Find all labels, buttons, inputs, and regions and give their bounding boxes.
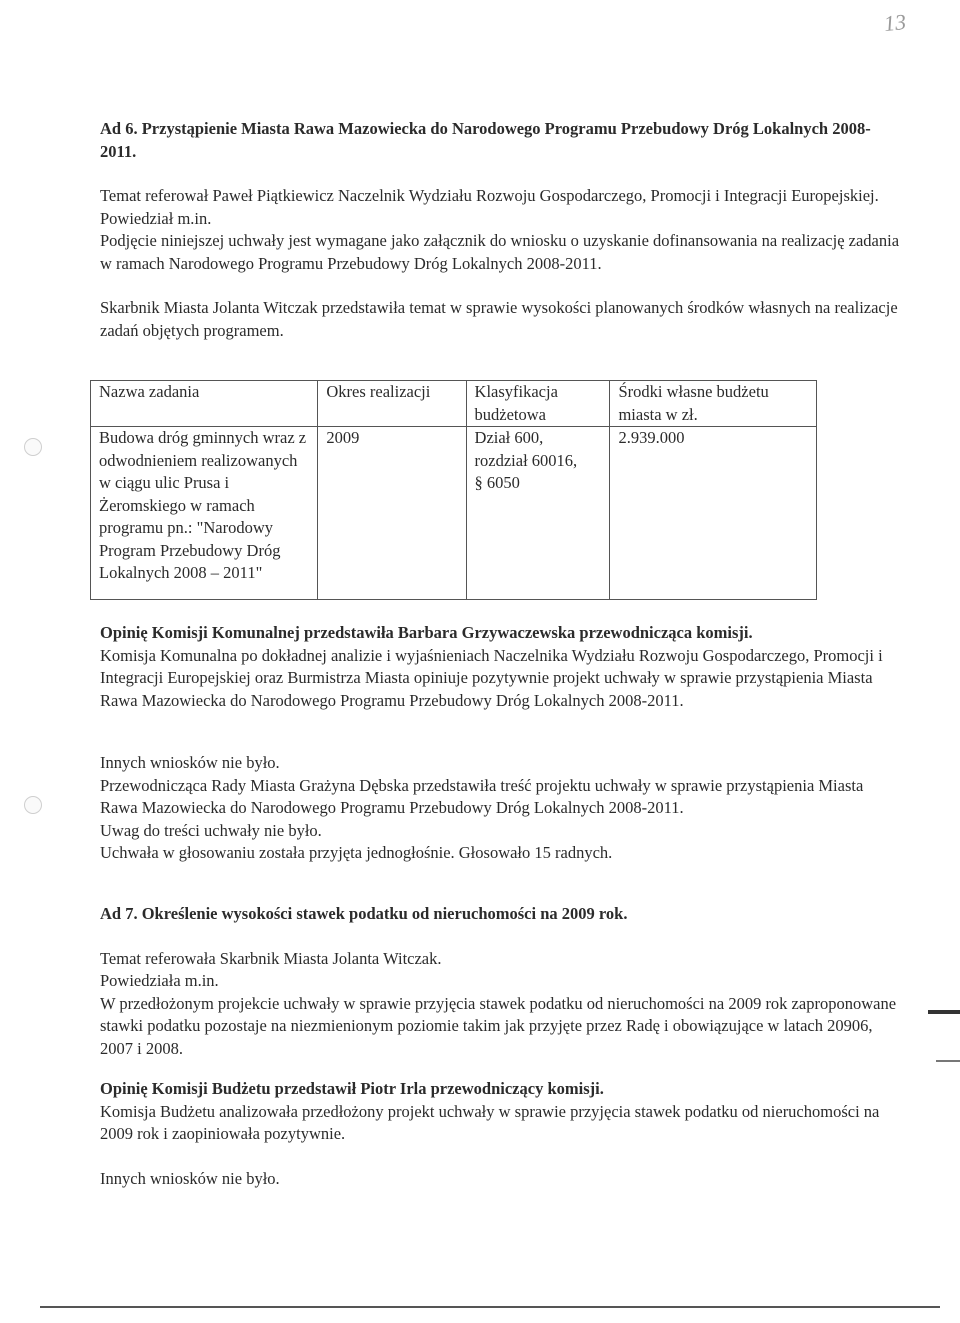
paragraph: Skarbnik Miasta Jolanta Witczak przedstawiła temat w sprawie wysokości planowanych środków własnych na realizacje zadań objętych programem.: [100, 298, 898, 340]
table-header-cell: Okres realizacji: [318, 381, 466, 427]
paragraph: Powiedziała m.in.: [100, 971, 219, 990]
classification-line: Dział 600,: [474, 428, 544, 447]
scan-edge-mark: [928, 1010, 960, 1014]
paragraph: Temat referowała Skarbnik Miasta Jolanta Witczak.: [100, 948, 442, 968]
section-heading: Ad 6. Przystąpienie Miasta Rawa Mazowiecka do Narodowego Programu Przebudowy Dróg Lokalnych 2008-2011.: [100, 119, 871, 161]
budget-table: [90, 380, 817, 600]
classification-cell: [466, 427, 610, 600]
scan-edge-mark: [936, 1060, 960, 1062]
section-heading: Ad 7. Określenie wysokości stawek podatku od nieruchomości na 2009 rok.: [100, 904, 628, 923]
paragraph: Powiedział m.in.: [100, 208, 212, 228]
punch-hole-bottom: [24, 796, 42, 814]
period-cell: 2009: [318, 427, 466, 600]
section-ad6: [100, 118, 900, 342]
scan-bottom-line: [40, 1306, 940, 1308]
classification-line: rozdział 60016,: [474, 450, 578, 470]
table-row: [91, 427, 817, 600]
task-name-cell: Budowa dróg gminnych wraz z odwodnieniem realizowanych w ciągu ulic Prusa i Żeromskiego w ramach programu pn.: "Narodowy Program Przebudowy Dróg Lokalnych 2008 – 2011": [91, 427, 318, 600]
paragraph: Przewodnicząca Rady Miasta Grażyna Dębska przedstawiła treść projektu uchwały w sprawie przystąpienia Miasta Rawa Mazowiecka do Narodowego Programu Przebudowy Dróg Lokalnych 2008-2011.: [100, 775, 864, 817]
table-header-cell: Klasyfikacja budżetowa: [466, 381, 610, 427]
table-header-row: [91, 381, 817, 427]
punch-hole-top: [24, 438, 42, 456]
paragraph: Podjęcie niniejszej uchwały jest wymagane jako załącznik do wniosku o uzyskanie dofinansowania na realizację zadania w ramach Narodowego Programu Przebudowy Dróg Lokalnych 2008-2011.: [100, 231, 900, 273]
table-header-cell: Nazwa zadania: [91, 381, 318, 427]
section-heading: Opinię Komisji Komunalnej przedstawiła Barbara Grzywaczewska przewodnicząca komisji.: [100, 623, 753, 642]
classification-line: § 6050: [474, 473, 520, 492]
paragraph: Komisja Komunalna po dokładnej analizie i wyjaśnieniach Naczelnika Wydziału Rozwoju Gospodarczego, Promocji i Integracji Europejskiej oraz Burmistrza Miasta opiniuje pozytywnie projekt uchwały w sprawie przystąpienia Miasta Rawa Mazowiecka do Narodowego Programu Przebudowy Dróg Lokalnych 2008-2011.: [100, 645, 883, 710]
table-header-cell: Środki własne budżetu miasta w zł.: [610, 381, 817, 427]
paragraph: Innych wniosków nie było.: [100, 1168, 280, 1188]
paragraph: Komisja Budżetu analizowała przedłożony projekt uchwały w sprawie przyjęcia stawek podatku od nieruchomości na 2009 rok i zaopiniowała pozytywnie.: [100, 1101, 880, 1143]
paragraph: Uchwała w głosowaniu została przyjęta jednogłośnie. Głosowało 15 radnych.: [100, 843, 613, 862]
paragraph: Temat referował Paweł Piątkiewicz Naczelnik Wydziału Rozwoju Gospodarczego, Promocji i Integracji Europejskiej.: [100, 186, 879, 205]
section-vote: [100, 752, 900, 865]
section-opinion-communal: [100, 622, 900, 712]
section-opinion-budget: [100, 1078, 900, 1190]
paragraph: Uwag do treści uchwały nie było.: [100, 820, 322, 840]
page-number: 13: [882, 8, 908, 37]
section-heading: Opinię Komisji Budżetu przedstawił Piotr Irla przewodniczący komisji.: [100, 1079, 604, 1098]
section-ad7: [100, 903, 900, 1060]
paragraph: W przedłożonym projekcie uchwały w sprawie przyjęcia stawek podatku od nieruchomości na 2009 rok zaproponowane stawki podatku pozostaje na niezmienionym poziomie takim jak przyjęte przez Radę i obowiązujące w latach 20906, 2007 i 2008.: [100, 993, 897, 1058]
amount-cell: 2.939.000: [610, 427, 817, 600]
paragraph: Innych wniosków nie było.: [100, 753, 280, 772]
